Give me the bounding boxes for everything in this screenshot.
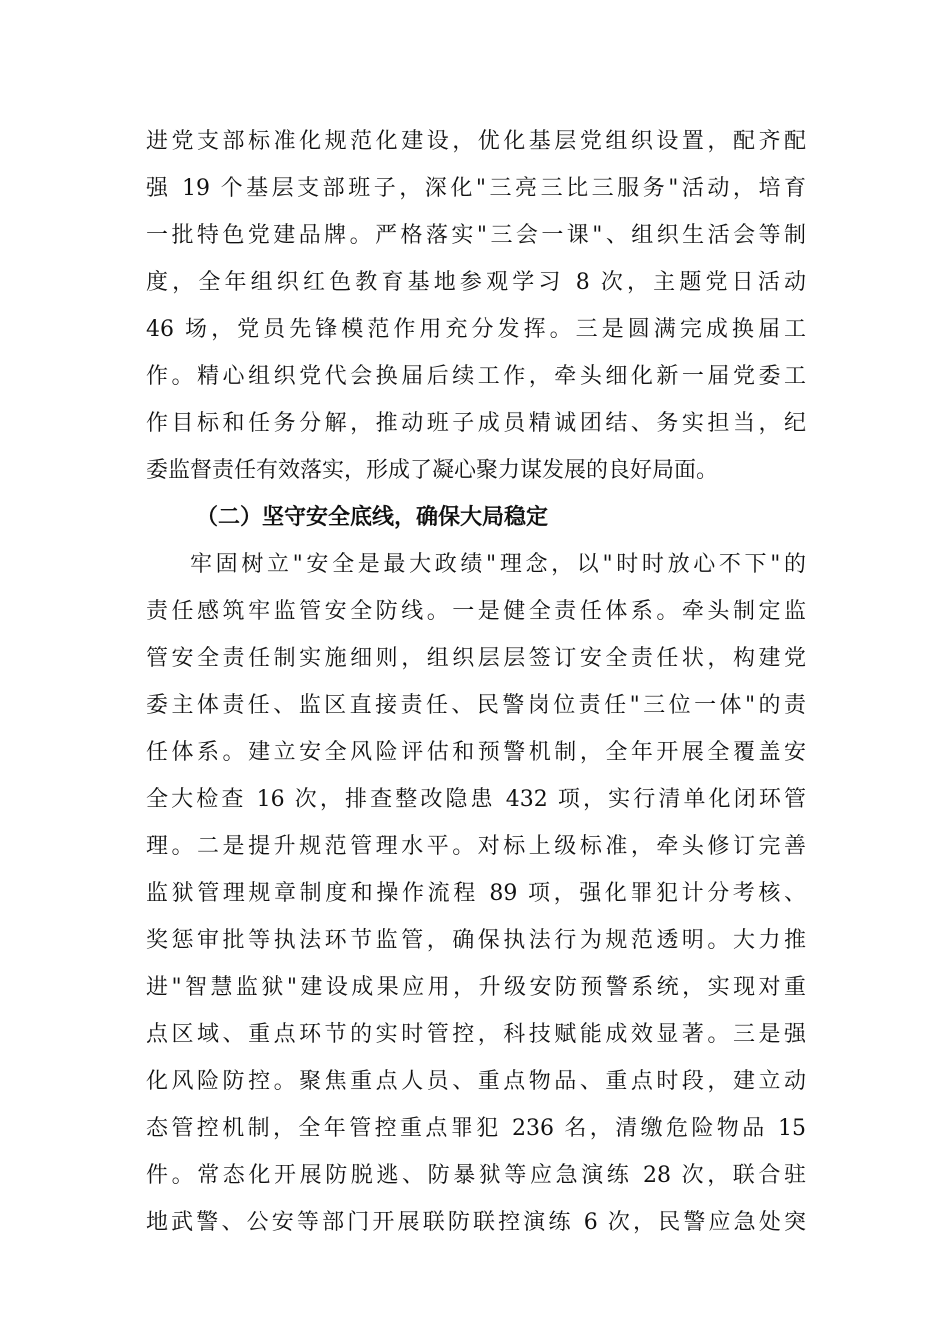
text-line: 进"智慧监狱"建设成果应用，升级安防预警系统，实现对重 [146, 975, 806, 1000]
text-line: 地武警、公安等部门开展联防联控演练 6 次，民警应急处突 [146, 1210, 806, 1235]
text-line: 奖惩审批等执法环节监管，确保执法行为规范透明。大力推 [146, 928, 806, 953]
text-line: 件。常态化开展防脱逃、防暴狱等应急演练 28 次，联合驻 [146, 1163, 806, 1188]
text-line: 点区域、重点环节的实时管控，科技赋能成效显著。三是强 [146, 1022, 806, 1047]
paragraph-party-building [146, 118, 806, 494]
text-line: 态管控机制，全年管控重点罪犯 236 名，清缴危险物品 15 [146, 1116, 806, 1141]
text-line: 委监督责任有效落实，形成了凝心聚力谋发展的良好局面。 [146, 458, 719, 483]
text-line: 46 场，党员先锋模范作用充分发挥。三是圆满完成换届工 [146, 317, 806, 342]
text-line: 理。二是提升规范管理水平。对标上级标准，牵头修订完善 [146, 834, 806, 859]
text-line: 牢固树立"安全是最大政绩"理念，以"时时放心不下"的 [190, 552, 806, 577]
text-line: 度，全年组织红色教育基地参观学习 8 次，主题党日活动 [146, 270, 806, 295]
document-body [146, 118, 806, 1246]
text-line: 强 19 个基层支部班子，深化"三亮三比三服务"活动，培育 [146, 176, 806, 201]
text-line: 作。精心组织党代会换届后续工作，牵头细化新一届党委工 [146, 364, 806, 389]
text-line: 监狱管理规章制度和操作流程 89 项，强化罪犯计分考核、 [146, 881, 806, 906]
text-line: 委主体责任、监区直接责任、民警岗位责任"三位一体"的责 [146, 693, 806, 718]
text-line: 管安全责任制实施细则，组织层层签订安全责任状，构建党 [146, 646, 806, 671]
text-line: 一批特色党建品牌。严格落实"三会一课"、组织生活会等制 [146, 223, 806, 248]
paragraph-safety [146, 541, 806, 1246]
text-line: 任体系。建立安全风险评估和预警机制，全年开展全覆盖安 [146, 740, 806, 765]
section-heading: （二）坚守安全底线，确保大局稳定 [196, 504, 549, 530]
text-line: 作目标和任务分解，推动班子成员精诚团结、务实担当，纪 [146, 411, 806, 436]
text-line: 进党支部标准化规范化建设，优化基层党组织设置，配齐配 [146, 129, 806, 154]
text-line: 全大检查 16 次，排查整改隐患 432 项，实行清单化闭环管 [146, 787, 806, 812]
text-line: 化风险防控。聚焦重点人员、重点物品、重点时段，建立动 [146, 1069, 806, 1094]
text-line: 责任感筑牢监管安全防线。一是健全责任体系。牵头制定监 [146, 599, 806, 624]
